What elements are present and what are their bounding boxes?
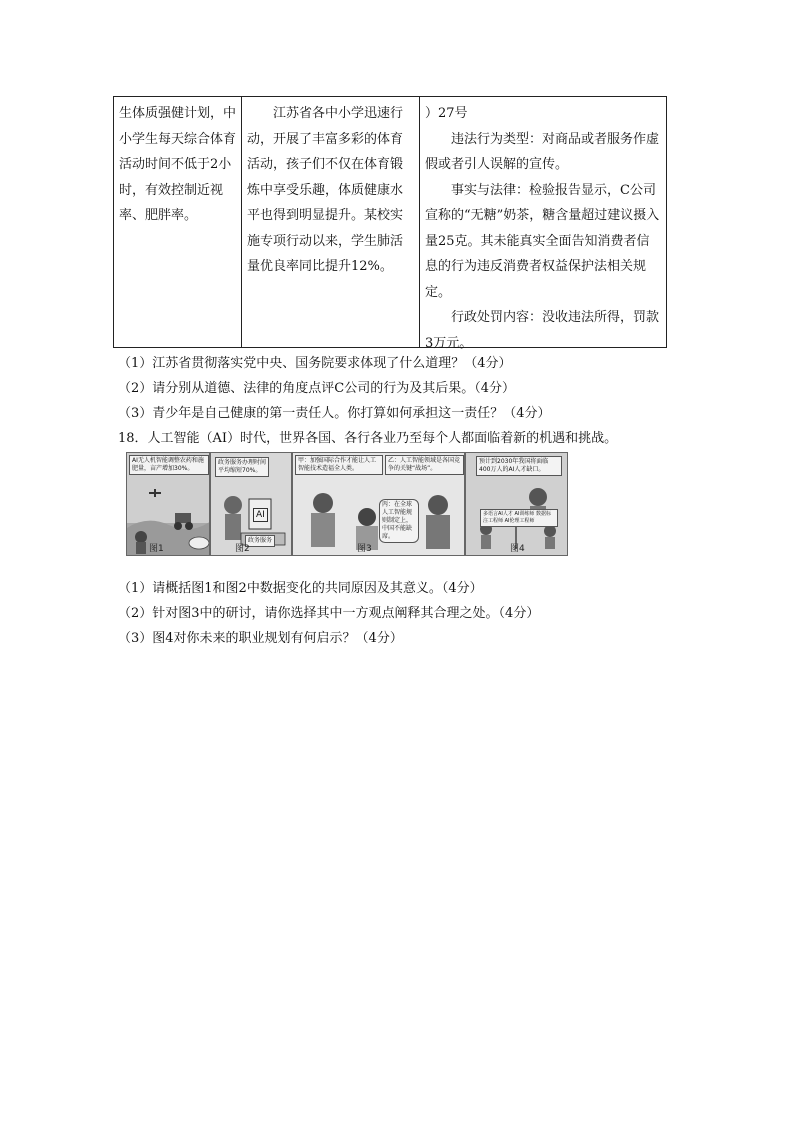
q18-part2: （2）针对图3中的研讨，请你选择其中一方观点阐释其合理之处。（4分） [118,606,540,621]
fig3-speech-jia: 甲：加强国际合作才能让人工智能技术造福全人类。 [295,455,383,475]
q17-part3: （3）青少年是自己健康的第一责任人。你打算如何承担这一责任？（4分） [118,406,551,421]
fig3-speech-yi: 乙：人工智能领域是各国竞争的关键“战场”。 [385,455,464,475]
q18-stem: 18．人工智能（AI）时代，世界各国、各行各业乃至每个人都面临着新的机遇和挑战。 [118,431,618,446]
q18-part1: （1）请概括图1和图2中数据变化的共同原因及其意义。（4分） [118,581,483,596]
fig2-caption: 政务服务办理时间平均缩短70%。 [215,457,269,477]
fig3-speech-bing: 丙：在全球人工智能规则制定上，中国不能缺席。 [379,499,419,543]
fig2-screen-text: AI [253,508,268,522]
comic-strip [126,452,568,556]
fig2-label: 图2 [235,544,250,554]
fig4-label: 图4 [510,544,525,554]
fig4-job-signs: 多语言AI人才 AI训练师 数据标注工程师 AI伦理工程师 [480,509,558,527]
fig3-label: 图3 [357,544,372,554]
table-col-penalty [420,97,666,351]
table-col-action-text: 江苏省各中小学迅速行动，开展了丰富多彩的体育活动，孩子们不仅在体育锻炼中享受乐趣，体质健康水平也得到明显提升。某校实施专项行动以来，学生肺活量优良率同比提升12%。 [247,106,404,274]
penalty-content: 行政处罚内容：没收违法所得，罚款3万元。 [425,310,660,351]
fig1-caption: AI无人机智能调整农药和施肥量，亩产增加30%。 [129,455,209,475]
comic-panel-2 [210,452,292,556]
table-col-plan [114,97,242,347]
comic-panel-3 [292,452,465,556]
comic-panel-4 [465,452,568,556]
penalty-doc-number: ）27号 [425,106,468,121]
table-col-plan-text: 生体质强健计划，中小学生每天综合体育活动时间不低于2小时，有效控制近视率、肥胖率。 [119,106,237,223]
comic-panel-1 [126,452,210,556]
table-col-action [242,97,420,347]
penalty-facts-law: 事实与法律：检验报告显示，C公司宣称的“无糖”奶茶，糖含量超过建议摄入量25克。其未能真实全面告知消费者信息的行为违反消费者权益保护法相关规定。 [425,182,660,300]
fig4-caption: 预计到2030年我国将面临400万人的AI人才缺口。 [476,456,562,476]
fig2-sign: 政务服务 [245,535,275,547]
q17-part2: （2）请分别从道德、法律的角度点评C公司的行为及其后果。（4分） [118,381,515,396]
penalty-violation-type: 违法行为类型：对商品或者服务作虚假或者引人误解的宣传。 [425,131,660,172]
q18-part3: （3）图4对你未来的职业规划有何启示？（4分） [118,631,403,646]
fig1-label: 图1 [149,544,164,554]
case-table [113,96,667,351]
q17-part1: （1）江苏省贯彻落实党中央、国务院要求体现了什么道理？（4分） [118,356,512,371]
